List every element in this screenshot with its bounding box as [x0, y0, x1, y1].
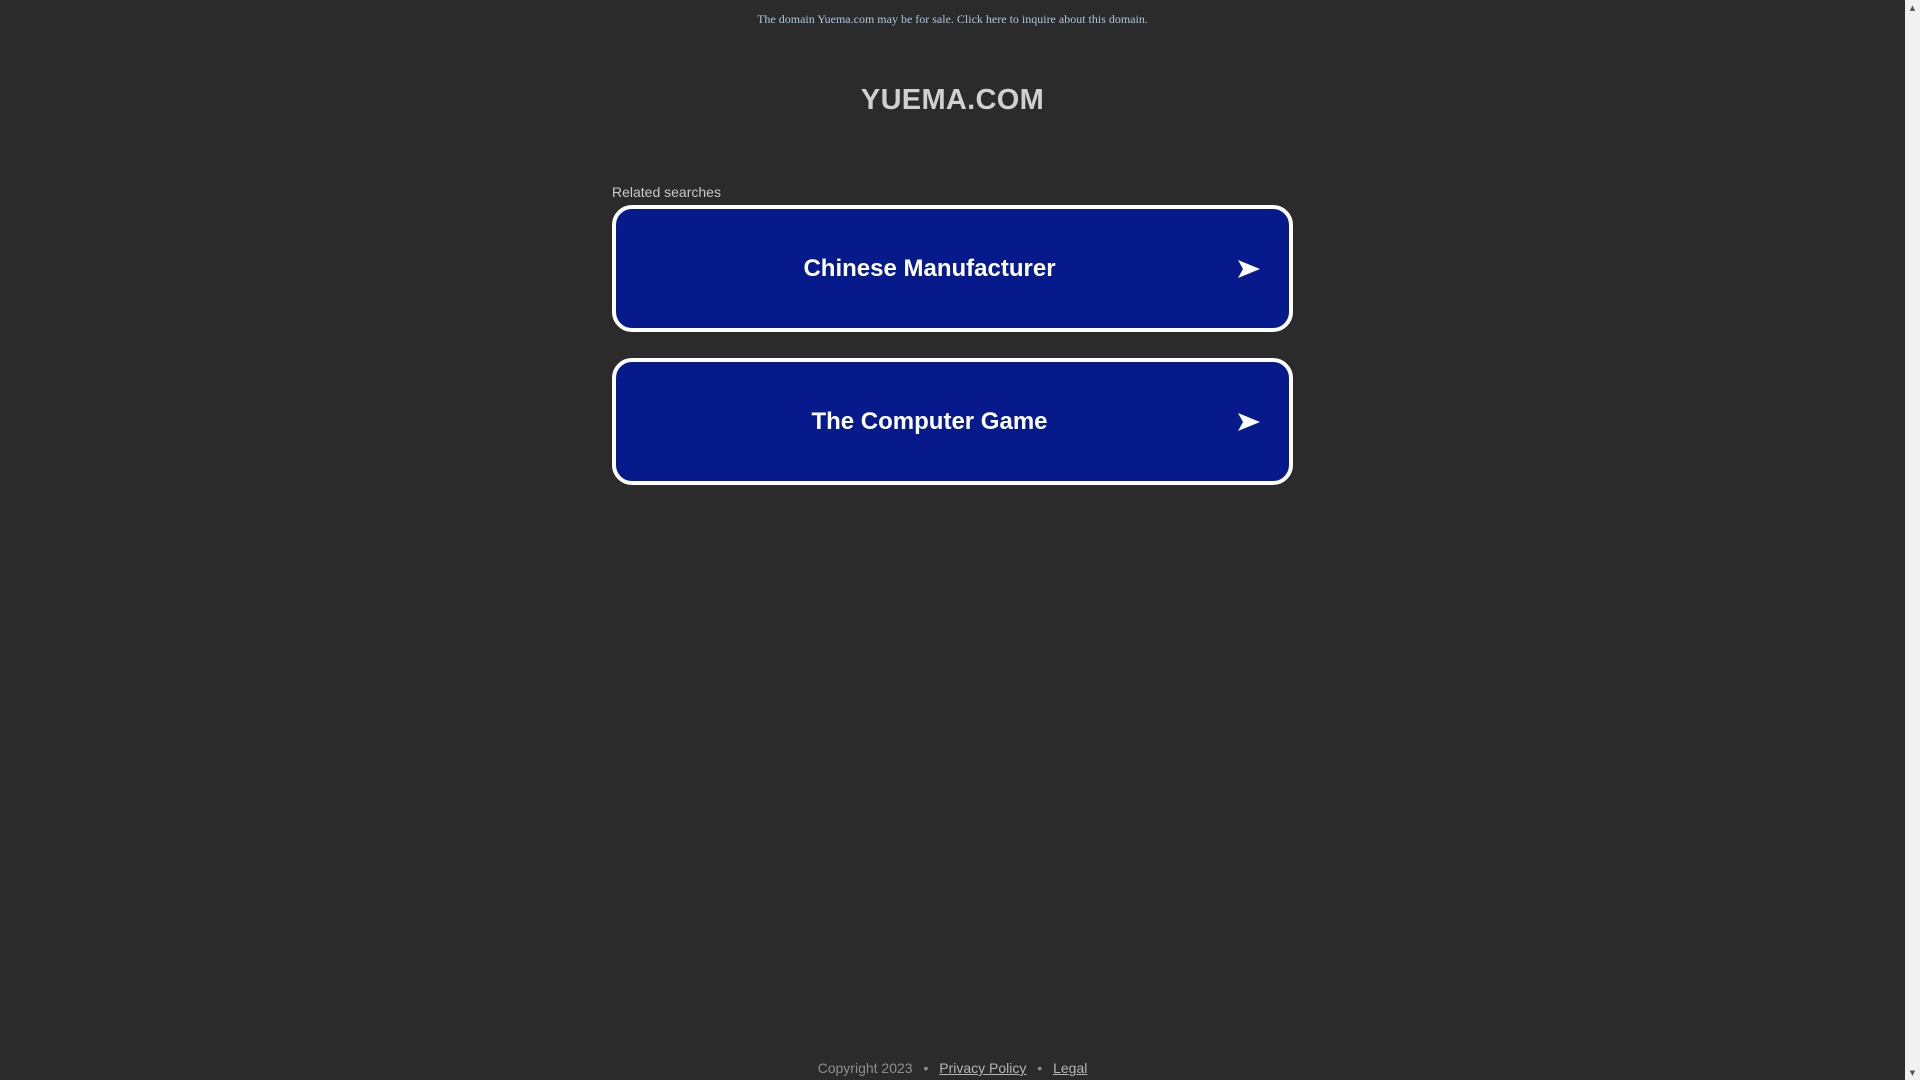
scroll-up-icon[interactable]: ▲: [1909, 3, 1916, 12]
arrow-right-icon: [1237, 412, 1261, 432]
related-searches-label: Related searches: [612, 184, 721, 200]
related-search-label: Chinese Manufacturer: [803, 254, 1056, 282]
legal-link[interactable]: Legal: [1053, 1060, 1088, 1076]
arrow-right-icon: [1237, 259, 1261, 279]
site-title: YUEMA.COM: [860, 84, 1045, 116]
footer: [0, 1060, 1905, 1076]
footer-separator: •: [923, 1060, 929, 1076]
related-search-label: The Computer Game: [811, 407, 1048, 435]
related-search-the-computer-game[interactable]: [612, 358, 1293, 485]
related-search-chinese-manufacturer[interactable]: [612, 205, 1293, 332]
privacy-policy-link[interactable]: Privacy Policy: [939, 1060, 1027, 1076]
copyright-text: Copyright 2023: [817, 1060, 913, 1076]
domain-sale-link[interactable]: The domain Yuema.com may be for sale. Click here to inquire about this domain.: [757, 12, 1148, 26]
footer-separator: •: [1037, 1060, 1043, 1076]
vertical-scrollbar[interactable]: [1905, 0, 1920, 1080]
scroll-down-icon[interactable]: ▼: [1909, 1068, 1916, 1077]
